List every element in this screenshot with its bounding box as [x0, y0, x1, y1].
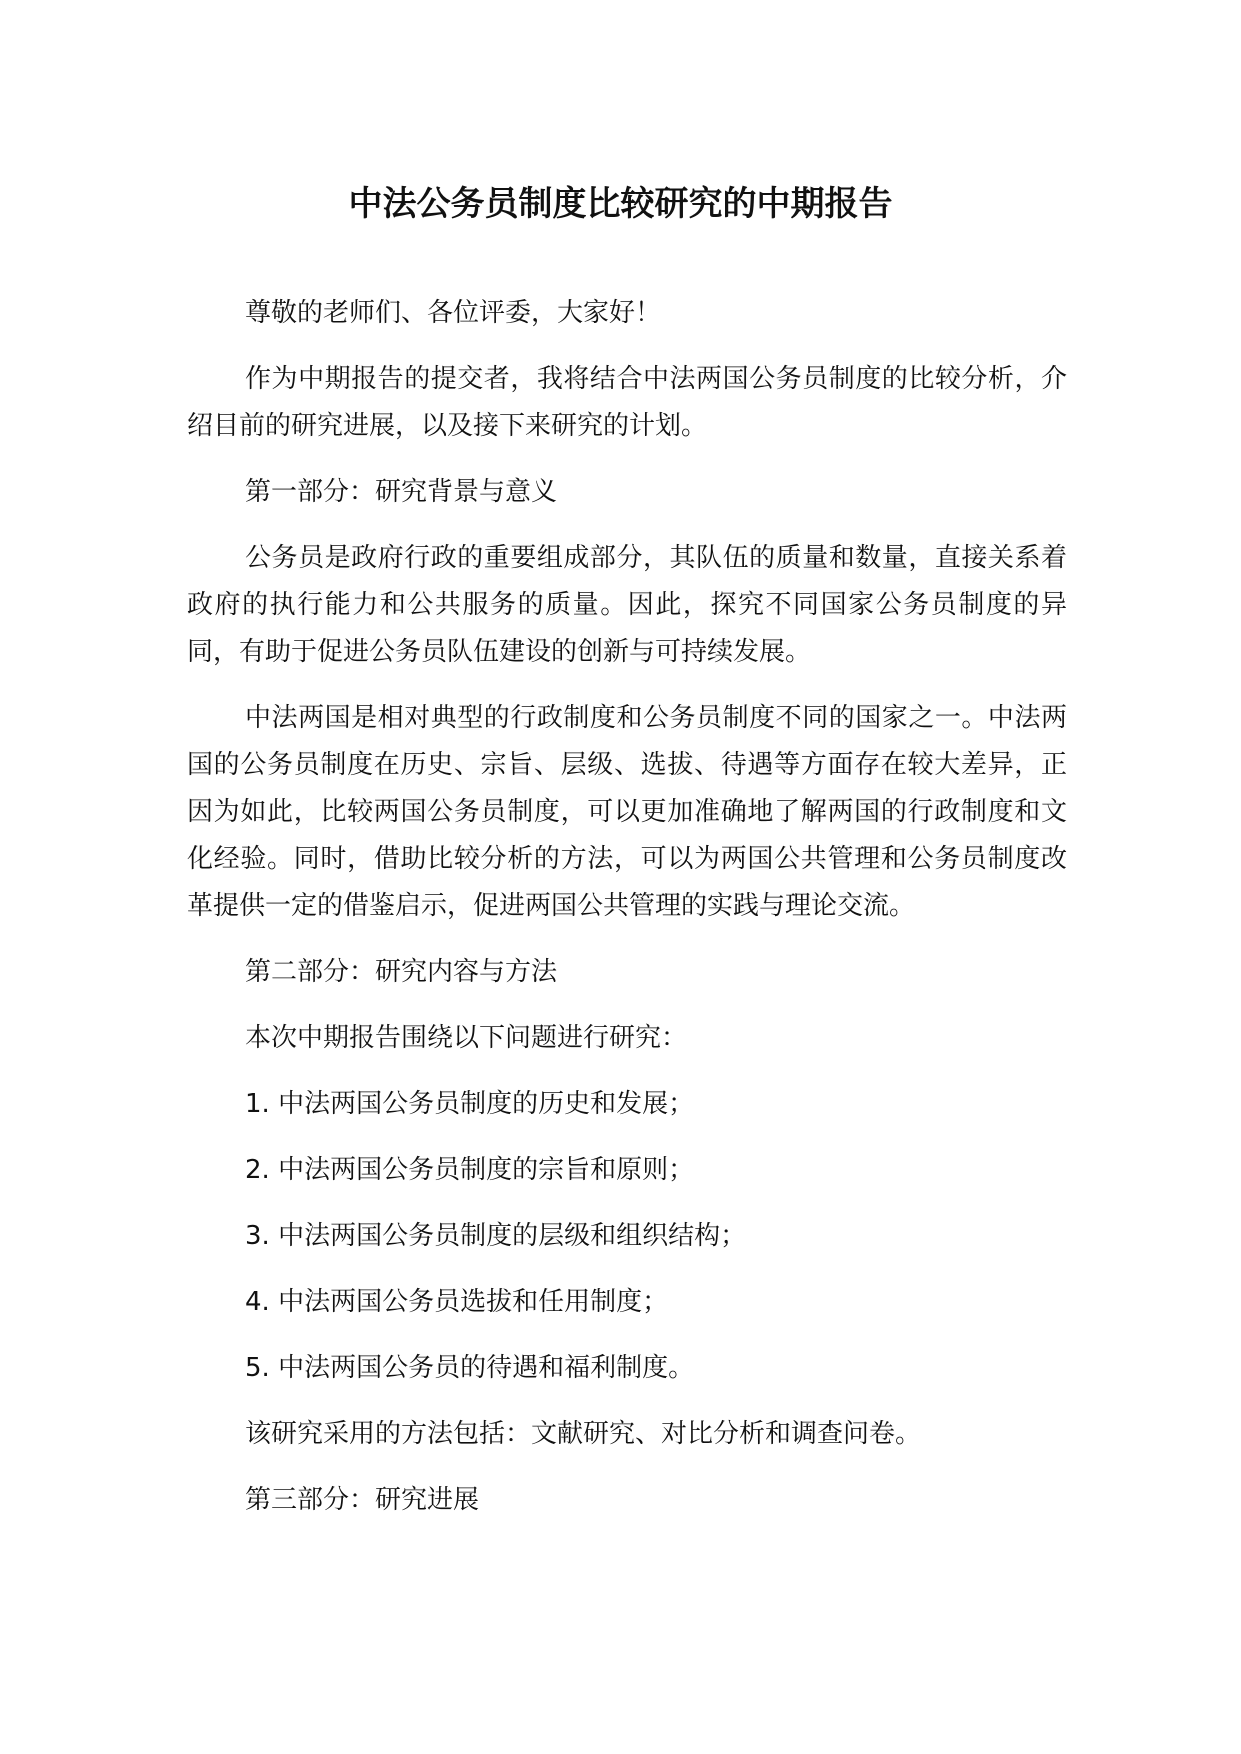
list-item: 2. 中法两国公务员制度的宗旨和原则；	[245, 1155, 695, 1185]
paragraph-significance: 中法两国是相对典型的行政制度和公务员制度不同的国家之一。中法两国的公务员制度在历史、宗旨、层级、选拔、待遇等方面存在较大差异，正因为如此，比较两国公务员制度，可以更加准确地了解两国的行政制度和文化经验。同时，借助比较分析的方法，可以为两国公共管理和公务员制度改革提供一定的借鉴启示，促进两国公共管理的实践与理论交流。	[187, 703, 1067, 921]
section-heading-part1: 第一部分：研究背景与意义	[245, 477, 558, 507]
list-item: 5. 中法两国公务员的待遇和福利制度。	[245, 1353, 695, 1383]
list-intro-paragraph: 本次中期报告围绕以下问题进行研究：	[245, 1023, 688, 1053]
paragraph-background: 公务员是政府行政的重要组成部分，其队伍的质量和数量，直接关系着政府的执行能力和公共服务的质量。因此，探究不同国家公务员制度的异同，有助于促进公务员队伍建设的创新与可持续发展。	[187, 543, 1067, 667]
methods-paragraph: 该研究采用的方法包括：文献研究、对比分析和调查问卷。	[245, 1419, 922, 1449]
intro-paragraph: 作为中期报告的提交者，我将结合中法两国公务员制度的比较分析，介绍目前的研究进展，以及接下来研究的计划。	[187, 364, 1067, 441]
section-heading-part3: 第三部分：研究进展	[245, 1485, 480, 1515]
document-title: 中法公务员制度比较研究的中期报告	[348, 184, 893, 224]
list-item: 4. 中法两国公务员选拔和任用制度；	[245, 1287, 669, 1317]
list-item: 3. 中法两国公务员制度的层级和组织结构；	[245, 1221, 747, 1251]
section-heading-part2: 第二部分：研究内容与方法	[245, 957, 558, 987]
document-body	[187, 290, 1067, 1543]
list-item: 1. 中法两国公务员制度的历史和发展；	[245, 1089, 695, 1119]
greeting-paragraph: 尊敬的老师们、各位评委，大家好！	[245, 298, 662, 328]
